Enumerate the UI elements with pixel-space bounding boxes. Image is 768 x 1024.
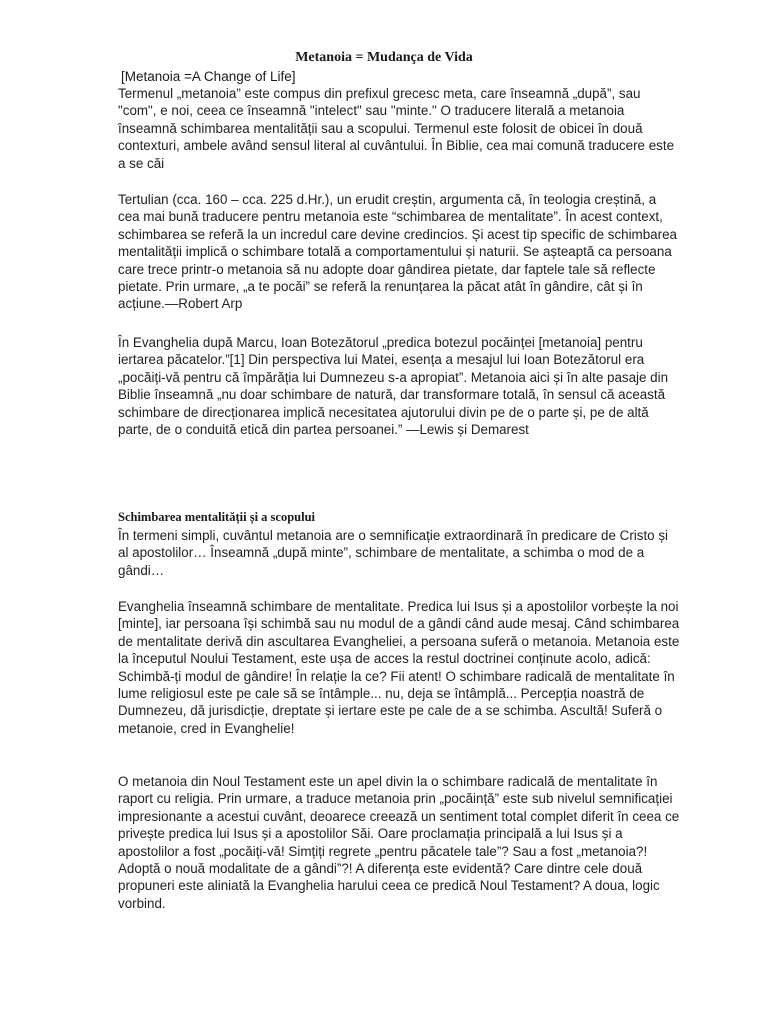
paragraph-definition: Termenul „metanoia” este compus din prefixul grecesc meta, care înseamnă „după”, sau "com", e noi, ceea ce înseamnă "intelect" sau "minte." O traducere literală a metanoia înseamnă schimbarea mentalității sau a scopului. Termenul este folosit de obicei în două contexturi, ambele având sensul literal al cuvântului. În Biblie, cea mai comună traducere este a se căi <box>118 86 675 171</box>
document-subtitle: [Metanoia =A Change of Life] <box>121 69 296 84</box>
document-title: Metanoia = Mudança de Vida <box>295 50 473 65</box>
paragraph-gospel-mark: În Evanghelia după Marcu, Ioan Botezătorul „predica botezul pocăinței [metanoia] pentru iertarea păcatelor.”[1] Din perspectiva lui Matei, esența a mesajul lui Ioan Botezătorul era „pocăiți-vă pentru că împărăția lui Dumnezeu s-a apropiat”. Metanoia aici și în alte pasaje din Biblie înseamnă „nu doar schimbare de natură, dar transformare totală, în sensul că această schimbare de direcționarea implică necesitatea ajutorului divin pe de o parte și, pe de altă parte, de o conduită etică din partea persoanei.” —Lewis și Demarest <box>118 335 669 438</box>
paragraph-new-testament: O metanoia din Noul Testament este un apel divin la o schimbare radicală de mentalitate în raport cu religia. Prin urmare, a traduce metanoia prin „pocăință” este sub nivelul semnificației impresionante a acestui cuvânt, deoarece creează un sentiment total complet diferit în ceea ce privește predica lui Isus și a apostolilor Săi. Oare proclamația principală a lui Isus și a apostolilor a fost „pocăiți-vă! Simțiți regrete „pentru păcatele tale”? Sau a fost „metanoia?! Adoptă o nouă modalitate de a gândi”?! A diferența este evidentă? Care dintre cele două propuneri este aliniată la Evanghelia harului ceea ce predică Noul Testament? A doua, logic vorbind. <box>118 774 680 911</box>
section-heading: Schimbarea mentalității și a scopului <box>118 510 316 524</box>
paragraph-simple-terms: În termeni simpli, cuvântul metanoia are o semnificație extraordinară în predicare de Cristo și al apostolilor… Înseamnă „după minte”, schimbare de mentalitate, a schimba o mod de a gândi… <box>118 528 669 578</box>
paragraph-gospel-change: Evanghelia înseamnă schimbare de mentalitate. Predica lui Isus și a apostolilor vorbește la noi [minte], iar persoana își schimbă sau nu modul de a gândi când aude mesaj. Când schimbarea de mentalitate derivă din ascultarea Evangheliei, a persoana suferă o metanoia. Metanoia este la începutul Noului Testament, este ușa de acces la restul doctrinei conținute acolo, adică: Schimbă-ți modul de gândire! În relație la ce? Fii atent! O schimbare radicală de mentalitate în lume religiosul este pe cale să se întâmple... nu, deja se întâmplă... Percepția noastră de Dumnezeu, dă jurisdicție, dreptate și iertare este pe cale de a se schimba. Ascultă! Suferă o metanoie, cred in Evanghelie! <box>118 599 680 736</box>
paragraph-tertullian: Tertulian (cca. 160 – cca. 225 d.Hr.), un erudit creștin, argumenta că, în teologia creștină, a cea mai bună traducere pentru metanoia este “schimbarea de mentalitate”. În acest context, schimbarea se referă la un incredul care devine credincios. Și acest tip specific de schimbarea mentalității implică o schimbare totală a comportamentului și naturii. Se așteaptă ca persoana care trece printr-o metanoia să nu adopte doar gândirea pietate, dar faptele tale să reflecte pietate. Prin urmare, „a te pocăi” se referă la renunțarea la păcat atât în gândire, cât și în acțiune.—Robert Arp <box>118 192 677 312</box>
